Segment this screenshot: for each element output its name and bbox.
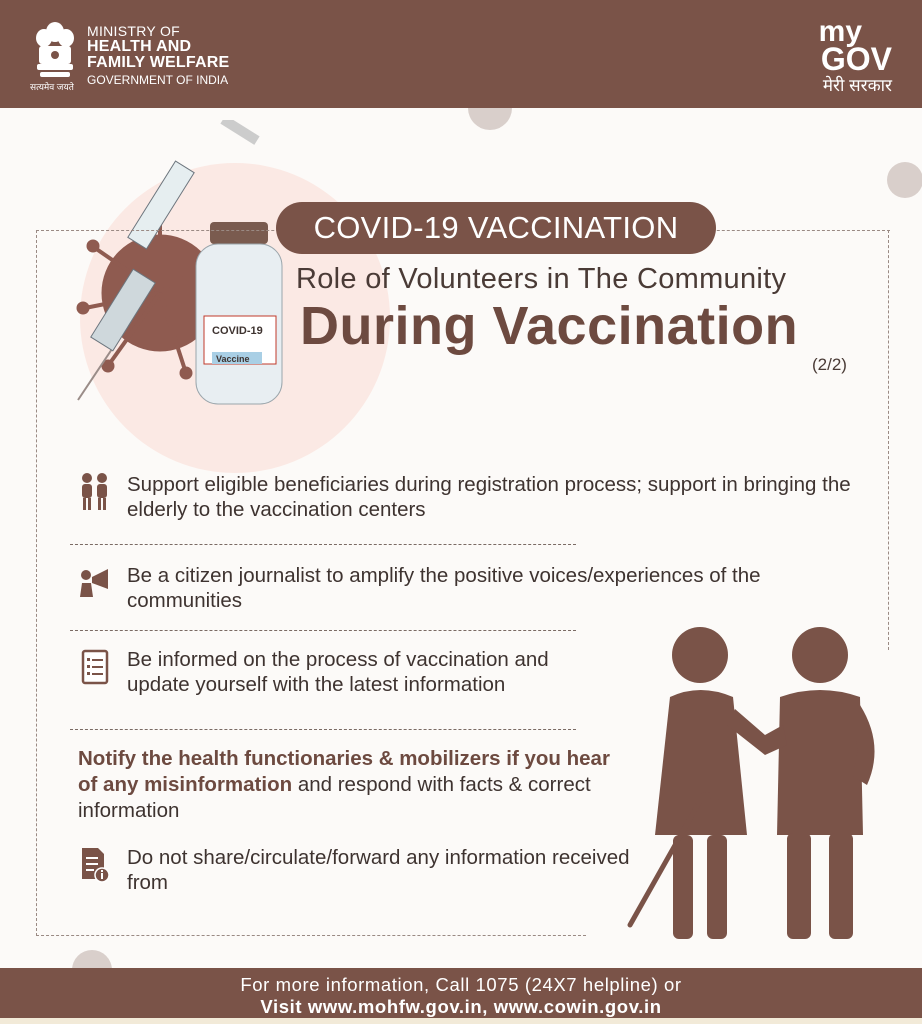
ministry-line3: FAMILY WELFARE [87, 54, 230, 72]
vial-sublabel: Vaccine [216, 354, 250, 364]
item-text: Support eligible beneficiaries during registration process; support in bringing the elderly to the vaccination centers [127, 473, 851, 521]
vial-label: COVID-19 [212, 325, 263, 337]
footer-line2: Visit www.mohfw.gov.in, www.cowin.gov.in [260, 996, 662, 1017]
ministry-line1: MINISTRY OF [87, 23, 181, 39]
dashed-frame-bottom [36, 935, 586, 936]
elderly-couple-illustration [615, 625, 895, 945]
mygov-gov: GOV [820, 41, 892, 77]
divider [70, 544, 576, 545]
emblem-caption: सत्यमेव जयते [30, 82, 74, 92]
title-pill: COVID-19 VACCINATION [276, 202, 716, 254]
item-text: Do not share/circulate/forward any information received from [127, 846, 630, 894]
notify-bold: Notify the health functionaries & mobilizers if you hear of any misinformation [78, 747, 610, 796]
clipboard-icon [78, 647, 112, 687]
footer-bar [0, 968, 922, 1024]
page-title: During Vaccination [300, 296, 799, 356]
item-text: Be informed on the process of vaccination and update yourself with the latest information [127, 648, 549, 696]
notify-text [78, 746, 618, 824]
ministry-line4: GOVERNMENT OF INDIA [87, 73, 229, 88]
people-icon [78, 472, 112, 512]
divider [70, 729, 576, 730]
dashed-frame-right [888, 230, 889, 650]
ministry-line2: HEALTH AND [87, 37, 192, 55]
elder-head-icon [672, 627, 728, 683]
mygov-my: my [818, 15, 862, 48]
notify-rest: and respond with facts & correct information [78, 773, 591, 822]
divider [70, 630, 576, 631]
list-item [78, 563, 858, 613]
mygov-logo [818, 15, 892, 95]
mygov-hindi: मेरी सरकार [822, 75, 892, 95]
header-bar [0, 0, 922, 108]
megaphone-icon [78, 563, 112, 603]
list-item [78, 472, 858, 532]
footer-strip [0, 1018, 922, 1024]
document-info-icon [78, 845, 112, 885]
footer-line1: For more information, Call 1075 (24X7 helpline) or [240, 974, 682, 995]
elder-head-icon [792, 627, 848, 683]
ministry-logo-text [87, 24, 229, 87]
subtitle-line1: Role of Volunteers in The Community [296, 263, 787, 295]
item-text: Be a citizen journalist to amplify the positive voices/experiences of the communities [127, 564, 761, 612]
page-indicator: (2/2) [812, 355, 847, 374]
